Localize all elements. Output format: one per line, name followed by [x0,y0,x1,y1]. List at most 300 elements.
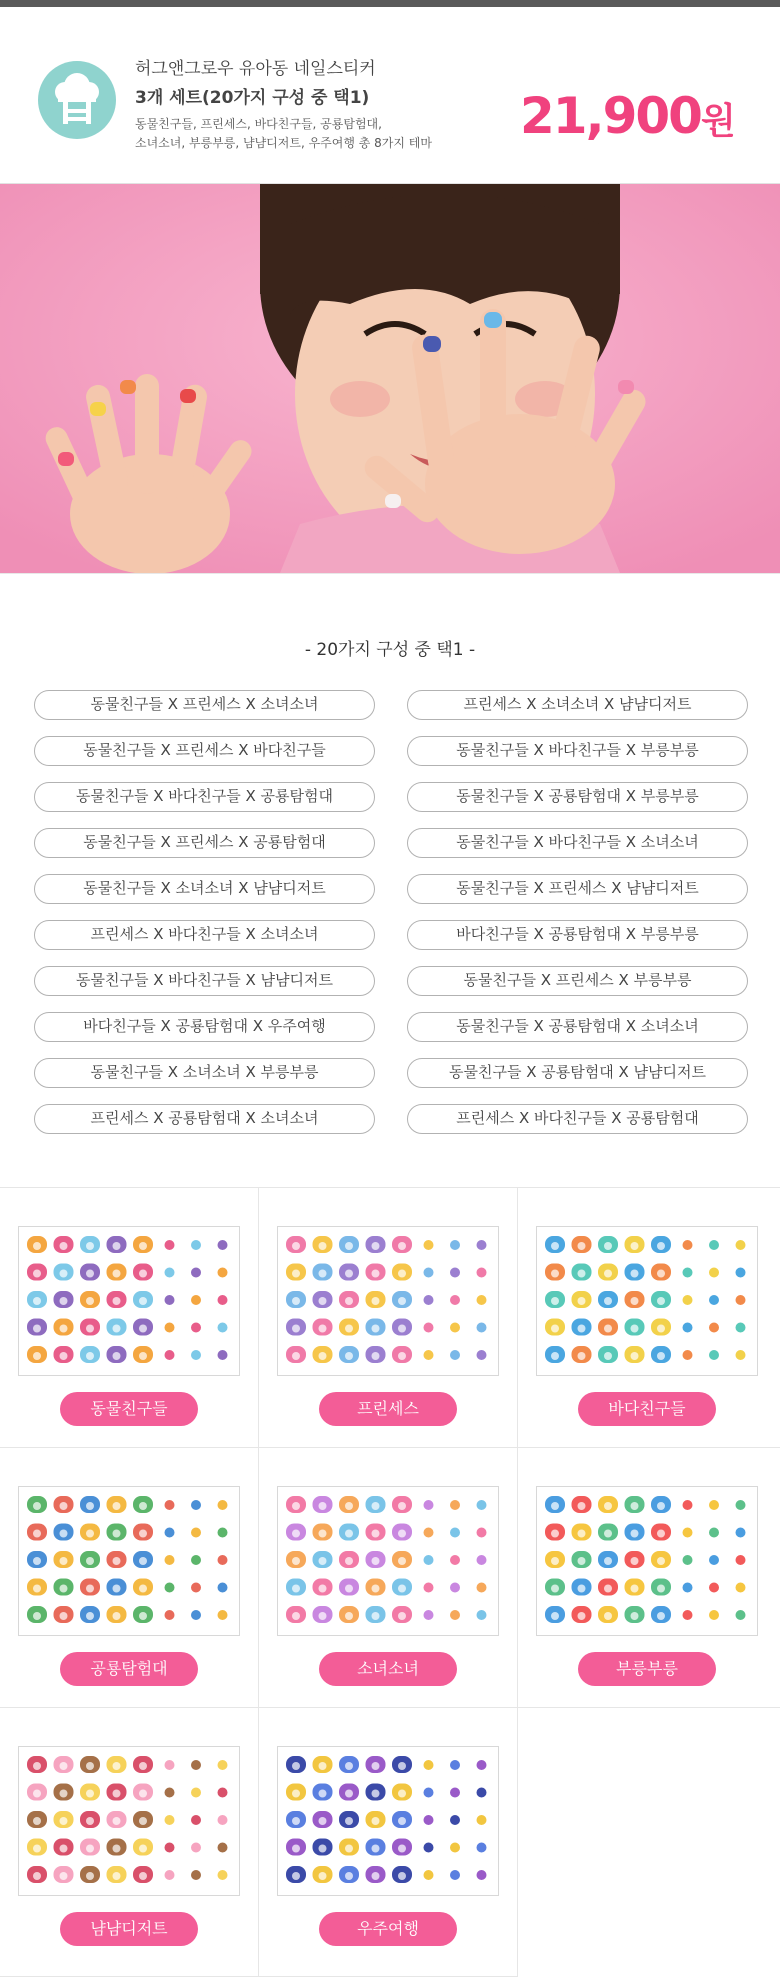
sticker [736,1528,746,1538]
sticker-face [631,1612,639,1620]
combo-option[interactable]: 동물친구들 X 바다친구들 X 공룡탐험대 [34,782,375,812]
sticker [165,1555,175,1565]
sticker-face [578,1352,586,1360]
sticker-face [657,1530,665,1538]
sticker [709,1555,719,1565]
sticker-face [319,1297,327,1305]
sticker [191,1268,201,1278]
sticker [165,1843,175,1853]
theme-tag[interactable]: 프린세스 [319,1392,457,1426]
sticker [709,1528,719,1538]
sticker [191,1350,201,1360]
sticker-face [33,1530,41,1538]
sticker-face [578,1585,586,1593]
sticker-face [60,1612,68,1620]
sticker-face [292,1530,300,1538]
sticker [450,1815,460,1825]
product-desc-line2: 소녀소녀, 부릉부릉, 냠냠디저트, 우주여행 총 8가지 테마 [135,136,432,150]
sticker [218,1268,228,1278]
sticker-face [345,1352,353,1360]
sticker-face [578,1530,586,1538]
combo-option[interactable]: 동물친구들 X 바다친구들 X 부릉부릉 [407,736,748,766]
sticker-face [372,1242,380,1250]
sticker [191,1295,201,1305]
theme-panel [0,1188,259,1448]
combo-option[interactable]: 프린세스 X 바다친구들 X 공룡탐험대 [407,1104,748,1134]
sticker-face [139,1557,147,1565]
sticker-face [372,1872,380,1880]
sticker-face [113,1352,121,1360]
sticker [736,1555,746,1565]
sticker-face [345,1845,353,1853]
sticker-face [33,1352,41,1360]
sticker [191,1555,201,1565]
sticker [218,1760,228,1770]
combo-option[interactable]: 프린세스 X 공룡탐험대 X 소녀소녀 [34,1104,375,1134]
sticker-face [604,1297,612,1305]
sticker [477,1788,487,1798]
sticker-face [60,1325,68,1333]
sticker-face [551,1612,559,1620]
sticker [683,1323,693,1333]
sticker [218,1870,228,1880]
sticker [450,1555,460,1565]
sticker-face [86,1872,94,1880]
sticker [736,1295,746,1305]
sticker-face [345,1557,353,1565]
sticker-face [86,1502,94,1510]
sticker-face [292,1270,300,1278]
theme-tag[interactable]: 바다친구들 [578,1392,716,1426]
sticker-face [113,1242,121,1250]
sticker-face [398,1270,406,1278]
sticker-face [345,1530,353,1538]
sticker-face [33,1762,41,1770]
product-title-line2: 3개 세트(20가지 구성 중 택1) [135,88,370,108]
sticker-face [578,1557,586,1565]
sticker-face [345,1270,353,1278]
sticker-sheet [18,1486,240,1636]
sticker-face [578,1612,586,1620]
sticker [709,1610,719,1620]
theme-panel [0,1708,259,1977]
sticker-face [60,1352,68,1360]
sticker [191,1788,201,1798]
combo-option[interactable]: 동물친구들 X 프린세스 X 부릉부릉 [407,966,748,996]
sticker [736,1500,746,1510]
sticker [477,1350,487,1360]
sticker-face [604,1242,612,1250]
sticker-sheet [536,1226,758,1376]
sticker-face [604,1270,612,1278]
sticker-face [604,1530,612,1538]
sticker-face [86,1270,94,1278]
sticker-face [292,1502,300,1510]
sticker-face [113,1817,121,1825]
sticker [709,1323,719,1333]
sticker [165,1528,175,1538]
sticker-face [578,1242,586,1250]
sticker [683,1528,693,1538]
sticker [424,1760,434,1770]
sticker-face [551,1530,559,1538]
sticker-face [113,1325,121,1333]
sticker-sheet-graphic [19,1487,239,1635]
sticker [450,1528,460,1538]
sticker-face [319,1325,327,1333]
sticker-face [139,1845,147,1853]
sticker-face [345,1612,353,1620]
sticker [218,1240,228,1250]
sticker-face [292,1585,300,1593]
sticker-face [139,1270,147,1278]
sticker-face [33,1557,41,1565]
sticker [191,1500,201,1510]
sticker-face [398,1502,406,1510]
sticker-face [631,1325,639,1333]
sticker [218,1815,228,1825]
sticker [424,1870,434,1880]
combo-option[interactable]: 동물친구들 X 공룡탐험대 X 소녀소녀 [407,1012,748,1042]
top-bar [0,0,780,7]
sticker [477,1843,487,1853]
sticker-face [319,1502,327,1510]
sticker-face [86,1325,94,1333]
sticker-face [60,1270,68,1278]
sticker-face [551,1352,559,1360]
combo-option[interactable]: 프린세스 X 소녀소녀 X 냠냠디저트 [407,690,748,720]
sticker-face [113,1762,121,1770]
sticker [191,1760,201,1770]
sticker-face [372,1817,380,1825]
sticker [165,1610,175,1620]
sticker [424,1350,434,1360]
sticker-face [113,1297,121,1305]
theme-tag[interactable]: 냠냠디저트 [60,1912,198,1946]
sticker-face [113,1612,121,1620]
sticker-face [631,1242,639,1250]
sticker-face [33,1297,41,1305]
sticker-face [86,1612,94,1620]
sticker [450,1350,460,1360]
sticker-face [398,1242,406,1250]
sticker-face [345,1502,353,1510]
sticker-face [113,1270,121,1278]
sticker-face [113,1845,121,1853]
sticker-face [372,1762,380,1770]
sticker [477,1870,487,1880]
sticker-face [60,1557,68,1565]
sticker [477,1323,487,1333]
sticker-face [113,1502,121,1510]
sticker [477,1268,487,1278]
sticker-face [33,1817,41,1825]
sticker-face [319,1557,327,1565]
sticker-face [398,1817,406,1825]
sticker-face [398,1612,406,1620]
sticker-face [372,1297,380,1305]
sticker-face [319,1817,327,1825]
sticker-face [372,1612,380,1620]
sticker-face [60,1845,68,1853]
sticker [450,1268,460,1278]
sticker [683,1610,693,1620]
sticker-face [398,1845,406,1853]
sticker [424,1323,434,1333]
combo-option[interactable]: 동물친구들 X 바다친구들 X 소녀소녀 [407,828,748,858]
sticker [450,1323,460,1333]
product-desc-line1: 동물친구들, 프린세스, 바다친구들, 공룡탐험대, [135,117,382,131]
sticker [424,1843,434,1853]
sticker [477,1583,487,1593]
sticker-face [292,1557,300,1565]
sticker-face [578,1325,586,1333]
sticker [191,1610,201,1620]
sticker-sheet [18,1226,240,1376]
sticker-face [345,1762,353,1770]
sticker [424,1788,434,1798]
combo-option[interactable]: 동물친구들 X 프린세스 X 소녀소녀 [34,690,375,720]
sticker-face [372,1352,380,1360]
sticker [450,1500,460,1510]
combo-option[interactable]: 동물친구들 X 바다친구들 X 냠냠디저트 [34,966,375,996]
combo-list [34,690,748,1134]
sticker [709,1500,719,1510]
sticker-face [578,1297,586,1305]
sticker [477,1610,487,1620]
sticker [424,1295,434,1305]
sticker [736,1323,746,1333]
sticker-face [657,1325,665,1333]
combo-option[interactable]: 동물친구들 X 공룡탐험대 X 부릉부릉 [407,782,748,812]
sticker-face [604,1612,612,1620]
sticker-face [631,1585,639,1593]
sticker-face [60,1872,68,1880]
sticker-face [139,1612,147,1620]
sticker-face [60,1530,68,1538]
sticker-face [578,1270,586,1278]
sticker-face [631,1270,639,1278]
sticker-face [398,1762,406,1770]
sticker-face [319,1352,327,1360]
sticker-face [604,1502,612,1510]
theme-panel [518,1448,780,1708]
combo-option[interactable]: 동물친구들 X 소녀소녀 X 냠냠디저트 [34,874,375,904]
sticker-face [657,1557,665,1565]
sticker-face [33,1502,41,1510]
sticker-face [657,1352,665,1360]
theme-tag[interactable]: 부릉부릉 [578,1652,716,1686]
sticker [165,1500,175,1510]
sticker-face [60,1585,68,1593]
sticker-face [60,1297,68,1305]
sticker-face [345,1242,353,1250]
sticker-face [113,1790,121,1798]
sticker [477,1815,487,1825]
price-unit: 원 [700,101,734,142]
sticker-face [292,1352,300,1360]
sticker-face [60,1817,68,1825]
sticker-face [345,1872,353,1880]
sticker-face [631,1557,639,1565]
sticker [450,1583,460,1593]
sticker-face [139,1352,147,1360]
sticker-sheet [18,1746,240,1896]
sticker-face [86,1530,94,1538]
sticker-face [631,1352,639,1360]
sticker [450,1843,460,1853]
sticker-face [60,1502,68,1510]
sticker-face [372,1530,380,1538]
combo-option[interactable]: 동물친구들 X 프린세스 X 바다친구들 [34,736,375,766]
sticker [736,1268,746,1278]
sticker [709,1295,719,1305]
sticker-sheet [277,1226,499,1376]
sticker-face [113,1585,121,1593]
sticker-face [33,1612,41,1620]
sticker [218,1555,228,1565]
sticker-face [578,1502,586,1510]
sticker [165,1815,175,1825]
section-title: - 20가지 구성 중 택1 - [304,640,476,660]
sticker-face [345,1817,353,1825]
sticker-face [398,1530,406,1538]
sticker [736,1610,746,1620]
sticker-face [551,1242,559,1250]
product-header [0,7,780,184]
sticker-face [139,1530,147,1538]
sticker [477,1295,487,1305]
sticker [477,1240,487,1250]
sticker-face [372,1502,380,1510]
theme-tag[interactable]: 우주여행 [319,1912,457,1946]
sticker-face [398,1325,406,1333]
sticker-face [398,1872,406,1880]
sticker-face [33,1325,41,1333]
sticker-face [139,1762,147,1770]
sticker [191,1240,201,1250]
sticker-face [33,1270,41,1278]
sticker-sheet [277,1486,499,1636]
sticker [424,1268,434,1278]
sticker-face [398,1585,406,1593]
sticker [424,1240,434,1250]
sticker-face [319,1585,327,1593]
sticker [424,1500,434,1510]
sticker [218,1610,228,1620]
sticker-face [60,1790,68,1798]
sticker-face [604,1557,612,1565]
sticker-face [345,1297,353,1305]
sticker-face [139,1872,147,1880]
sticker-face [319,1790,327,1798]
hero-illustration [0,184,780,573]
sticker-face [292,1325,300,1333]
sticker [683,1295,693,1305]
sticker [165,1350,175,1360]
sticker [709,1350,719,1360]
sticker-face [372,1325,380,1333]
sticker-face [139,1790,147,1798]
sticker-face [319,1872,327,1880]
sticker [683,1583,693,1593]
sticker [165,1295,175,1305]
sticker [450,1295,460,1305]
combo-option[interactable]: 동물친구들 X 공룡탐험대 X 냠냠디저트 [407,1058,748,1088]
sticker-sheet-graphic [278,1747,498,1895]
sticker-face [139,1817,147,1825]
sticker-face [319,1762,327,1770]
sticker [477,1500,487,1510]
sticker-face [372,1270,380,1278]
combo-option[interactable]: 프린세스 X 바다친구들 X 소녀소녀 [34,920,375,950]
sticker-face [319,1242,327,1250]
combo-option[interactable]: 동물친구들 X 프린세스 X 공룡탐험대 [34,828,375,858]
theme-tag[interactable]: 동물친구들 [60,1392,198,1426]
sticker-sheet-graphic [278,1487,498,1635]
sticker-face [398,1790,406,1798]
theme-tag[interactable]: 소녀소녀 [319,1652,457,1686]
sticker-face [139,1242,147,1250]
sticker [477,1760,487,1770]
sticker-face [60,1242,68,1250]
sticker [683,1555,693,1565]
combo-option[interactable]: 동물친구들 X 소녀소녀 X 부릉부릉 [34,1058,375,1088]
tree-logo-icon [38,61,116,139]
sticker-face [86,1762,94,1770]
sticker [450,1788,460,1798]
sticker [477,1555,487,1565]
sticker-face [657,1297,665,1305]
sticker [709,1268,719,1278]
theme-panel [0,1448,259,1708]
sticker [191,1870,201,1880]
sticker [709,1583,719,1593]
price [520,87,734,145]
sticker-face [33,1242,41,1250]
sticker [165,1323,175,1333]
sticker-face [657,1585,665,1593]
sticker-face [657,1502,665,1510]
sticker-face [86,1817,94,1825]
sticker-face [657,1270,665,1278]
sticker-face [551,1502,559,1510]
sticker-face [139,1325,147,1333]
sticker-face [113,1557,121,1565]
sticker [736,1350,746,1360]
sticker [424,1528,434,1538]
theme-tag[interactable]: 공룡탐험대 [60,1652,198,1686]
sticker [165,1870,175,1880]
sticker [424,1555,434,1565]
sticker-face [372,1790,380,1798]
sticker [450,1240,460,1250]
combo-option[interactable]: 바다친구들 X 공룡탐험대 X 부릉부릉 [407,920,748,950]
sticker-face [372,1845,380,1853]
sticker-face [319,1845,327,1853]
sticker [191,1528,201,1538]
combo-option[interactable]: 동물친구들 X 프린세스 X 냠냠디저트 [407,874,748,904]
sticker-face [604,1325,612,1333]
sticker-face [319,1612,327,1620]
sticker-face [139,1502,147,1510]
combo-option[interactable]: 바다친구들 X 공룡탐험대 X 우주여행 [34,1012,375,1042]
sticker-face [292,1845,300,1853]
sticker-face [631,1502,639,1510]
sticker-face [86,1585,94,1593]
sticker-sheet [536,1486,758,1636]
sticker [191,1583,201,1593]
